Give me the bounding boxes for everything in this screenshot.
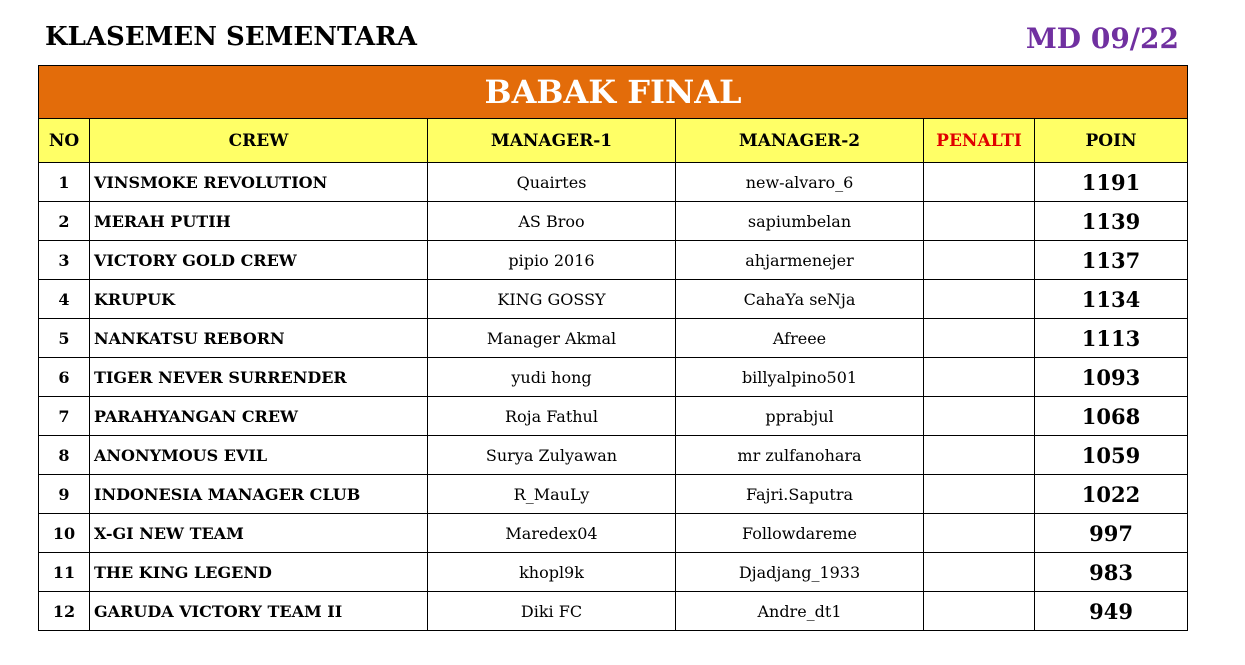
- cell-manager1: Manager Akmal: [428, 319, 676, 358]
- cell-crew: VICTORY GOLD CREW: [90, 241, 428, 280]
- cell-no: 11: [39, 553, 90, 592]
- cell-manager2: sapiumbelan: [676, 202, 924, 241]
- table-row: [39, 280, 1188, 319]
- cell-crew: ANONYMOUS EVIL: [90, 436, 428, 475]
- cell-crew: MERAH PUTIH: [90, 202, 428, 241]
- cell-manager1: Maredex04: [428, 514, 676, 553]
- column-header-crew: CREW: [90, 119, 428, 163]
- cell-manager2: Followdareme: [676, 514, 924, 553]
- cell-manager1: yudi hong: [428, 358, 676, 397]
- cell-penalti: [924, 475, 1035, 514]
- cell-crew: KRUPUK: [90, 280, 428, 319]
- cell-no: 1: [39, 163, 90, 202]
- cell-poin: 1137: [1035, 241, 1188, 280]
- cell-manager1: KING GOSSY: [428, 280, 676, 319]
- cell-manager2: new-alvaro_6: [676, 163, 924, 202]
- cell-manager1: Diki FC: [428, 592, 676, 631]
- cell-manager2: pprabjul: [676, 397, 924, 436]
- cell-crew: THE KING LEGEND: [90, 553, 428, 592]
- cell-no: 8: [39, 436, 90, 475]
- table-row: [39, 397, 1188, 436]
- cell-poin: 997: [1035, 514, 1188, 553]
- cell-crew: NANKATSU REBORN: [90, 319, 428, 358]
- table-row: [39, 553, 1188, 592]
- column-header-manager1: MANAGER-1: [428, 119, 676, 163]
- cell-no: 12: [39, 592, 90, 631]
- table-row: [39, 475, 1188, 514]
- cell-manager1: Quairtes: [428, 163, 676, 202]
- column-header-poin: POIN: [1035, 119, 1188, 163]
- table-row: [39, 436, 1188, 475]
- cell-penalti: [924, 241, 1035, 280]
- table-row: [39, 202, 1188, 241]
- cell-poin: 1022: [1035, 475, 1188, 514]
- cell-poin: 1134: [1035, 280, 1188, 319]
- cell-penalti: [924, 319, 1035, 358]
- cell-no: 3: [39, 241, 90, 280]
- cell-manager1: khopl9k: [428, 553, 676, 592]
- cell-poin: 949: [1035, 592, 1188, 631]
- cell-manager2: Djadjang_1933: [676, 553, 924, 592]
- cell-no: 2: [39, 202, 90, 241]
- table-header-row: [39, 119, 1188, 163]
- cell-poin: 983: [1035, 553, 1188, 592]
- cell-no: 9: [39, 475, 90, 514]
- cell-no: 7: [39, 397, 90, 436]
- matchday-label: MD 09/22: [1025, 22, 1179, 55]
- cell-no: 5: [39, 319, 90, 358]
- cell-no: 4: [39, 280, 90, 319]
- cell-penalti: [924, 358, 1035, 397]
- table-row: [39, 514, 1188, 553]
- cell-poin: 1191: [1035, 163, 1188, 202]
- cell-poin: 1093: [1035, 358, 1188, 397]
- cell-manager2: mr zulfanohara: [676, 436, 924, 475]
- table-body: [39, 163, 1188, 631]
- column-header-manager2: MANAGER-2: [676, 119, 924, 163]
- table-row: [39, 319, 1188, 358]
- table-row: [39, 358, 1188, 397]
- cell-penalti: [924, 202, 1035, 241]
- cell-manager1: R_MauLy: [428, 475, 676, 514]
- cell-poin: 1059: [1035, 436, 1188, 475]
- column-header-no: NO: [39, 119, 90, 163]
- cell-poin: 1113: [1035, 319, 1188, 358]
- cell-penalti: [924, 592, 1035, 631]
- table-banner: BABAK FINAL: [39, 66, 1188, 119]
- cell-no: 10: [39, 514, 90, 553]
- cell-crew: GARUDA VICTORY TEAM II: [90, 592, 428, 631]
- cell-crew: TIGER NEVER SURRENDER: [90, 358, 428, 397]
- cell-poin: 1139: [1035, 202, 1188, 241]
- cell-penalti: [924, 436, 1035, 475]
- cell-manager1: pipio 2016: [428, 241, 676, 280]
- cell-manager2: Afreee: [676, 319, 924, 358]
- cell-manager2: Andre_dt1: [676, 592, 924, 631]
- cell-manager1: AS Broo: [428, 202, 676, 241]
- cell-crew: PARAHYANGAN CREW: [90, 397, 428, 436]
- standings-table: [38, 65, 1188, 631]
- cell-crew: INDONESIA MANAGER CLUB: [90, 475, 428, 514]
- cell-manager1: Surya Zulyawan: [428, 436, 676, 475]
- cell-penalti: [924, 163, 1035, 202]
- table-row: [39, 241, 1188, 280]
- cell-manager2: CahaYa seNja: [676, 280, 924, 319]
- cell-no: 6: [39, 358, 90, 397]
- column-header-penalti: PENALTI: [924, 119, 1035, 163]
- cell-manager2: ahjarmenejer: [676, 241, 924, 280]
- cell-penalti: [924, 397, 1035, 436]
- page-title: KLASEMEN SEMENTARA: [45, 22, 417, 52]
- table-row: [39, 592, 1188, 631]
- cell-penalti: [924, 553, 1035, 592]
- cell-manager1: Roja Fathul: [428, 397, 676, 436]
- cell-crew: X-GI NEW TEAM: [90, 514, 428, 553]
- cell-crew: VINSMOKE REVOLUTION: [90, 163, 428, 202]
- cell-penalti: [924, 514, 1035, 553]
- cell-penalti: [924, 280, 1035, 319]
- cell-manager2: billyalpino501: [676, 358, 924, 397]
- cell-manager2: Fajri.Saputra: [676, 475, 924, 514]
- cell-poin: 1068: [1035, 397, 1188, 436]
- table-row: [39, 163, 1188, 202]
